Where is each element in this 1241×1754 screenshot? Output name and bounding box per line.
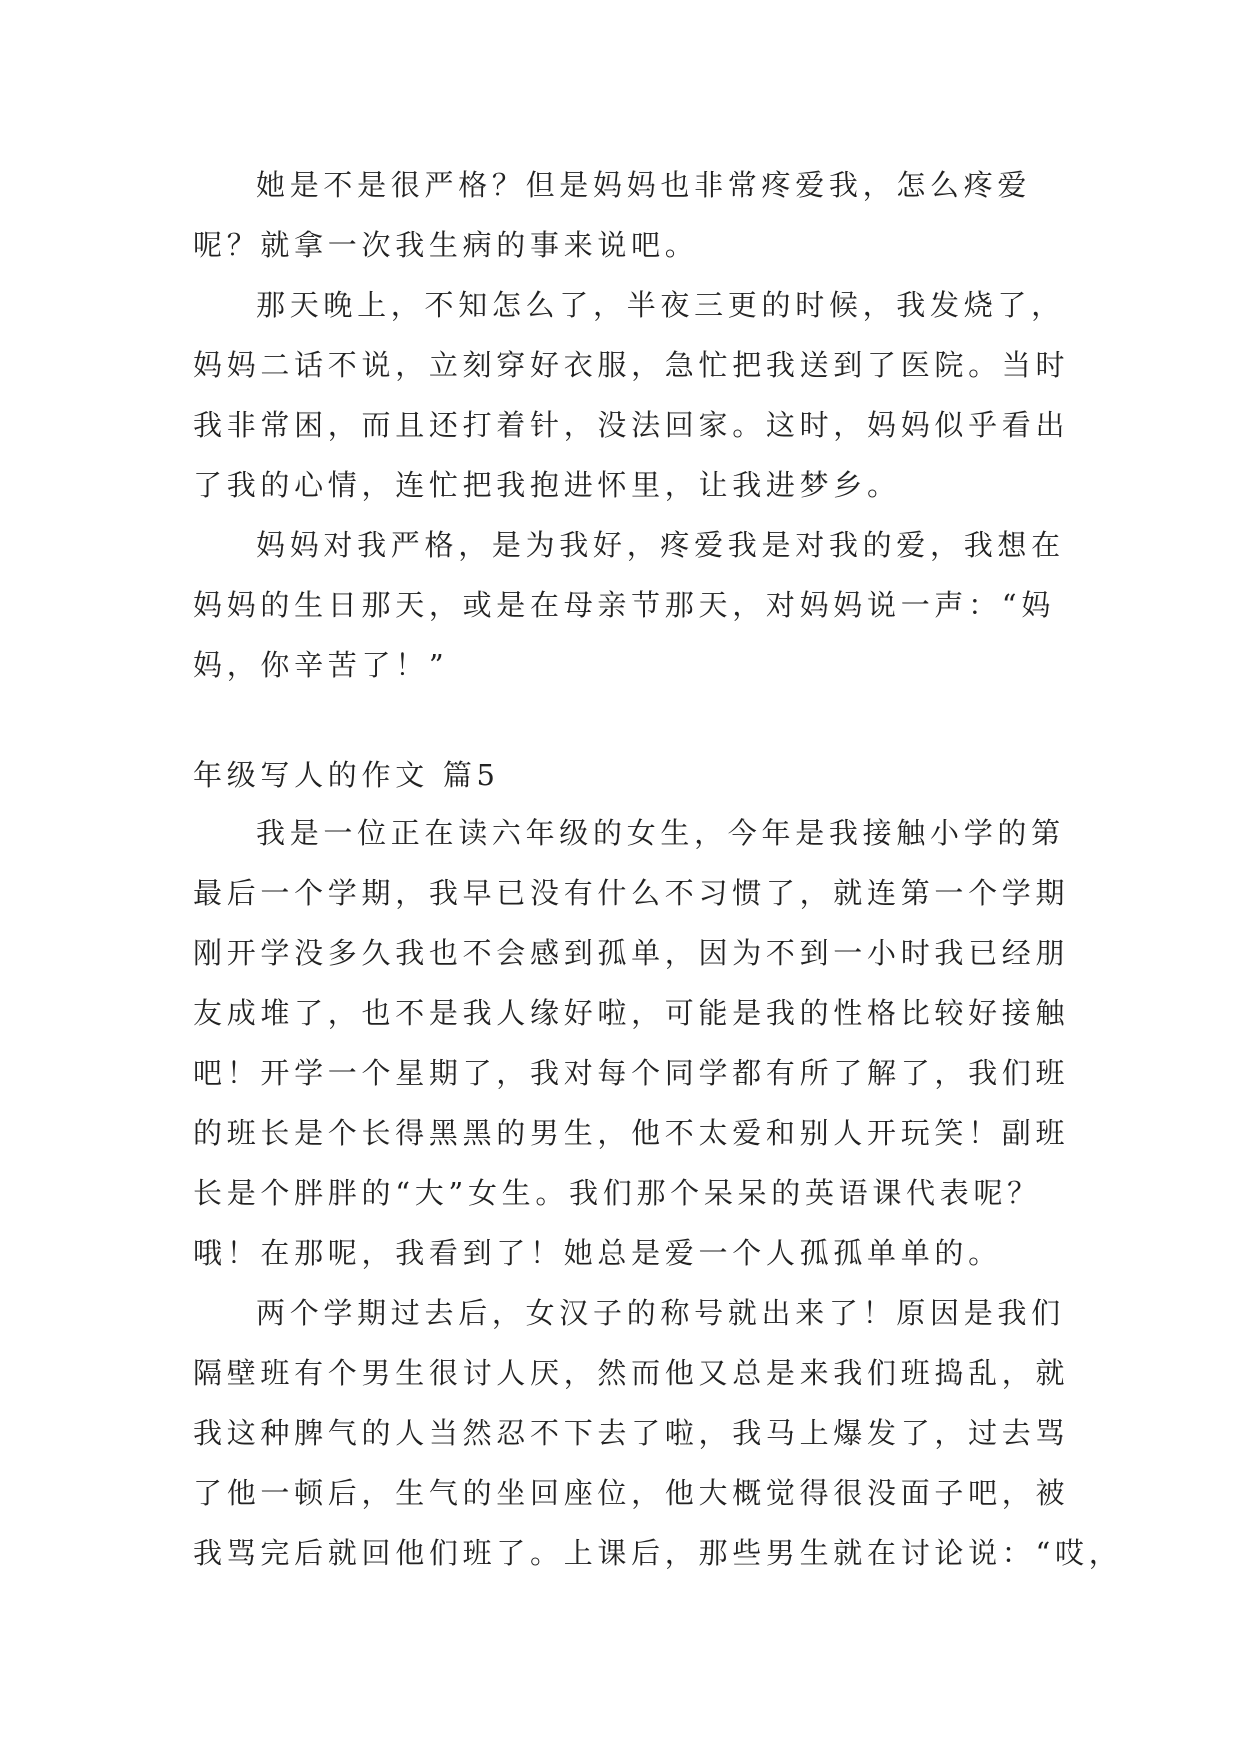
paragraph-line: 的班长是个长得黑黑的男生，他不太爱和别人开玩笑！副班 xyxy=(193,1116,1070,1150)
paragraph-line: 我非常困，而且还打着针，没法回家。这时，妈妈似乎看出 xyxy=(193,408,1070,442)
paragraph-line: 最后一个学期，我早已没有什么不习惯了，就连第一个学期 xyxy=(193,876,1070,910)
paragraph-line: 长是个胖胖的“大”女生。我们那个呆呆的英语课代表呢？ xyxy=(193,1176,1041,1210)
paragraph-line: 友成堆了，也不是我人缘好啦，可能是我的性格比较好接触 xyxy=(193,996,1070,1030)
paragraph-line: 妈妈对我严格，是为我好，疼爱我是对我的爱，我想在 xyxy=(256,528,1065,562)
paragraph-line: 隔壁班有个男生很讨人厌，然而他又总是来我们班捣乱，就 xyxy=(193,1356,1070,1390)
paragraph-line: 妈妈的生日那天，或是在母亲节那天，对妈妈说一声：“妈 xyxy=(193,588,1056,622)
paragraph-line: 两个学期过去后，女汉子的称号就出来了！原因是我们 xyxy=(256,1296,1065,1330)
paragraph-line: 那天晚上，不知怎么了，半夜三更的时候，我发烧了， xyxy=(256,288,1065,322)
paragraph-line: 我是一位正在读六年级的女生，今年是我接触小学的第 xyxy=(256,816,1065,850)
paragraph-line: 了他一顿后，生气的坐回座位，他大概觉得很没面子吧，被 xyxy=(193,1476,1070,1510)
paragraph-line: 了我的心情，连忙把我抱进怀里，让我进梦乡。 xyxy=(193,468,901,502)
paragraph-line: 我这种脾气的人当然忍不下去了啦，我马上爆发了，过去骂 xyxy=(193,1416,1070,1450)
paragraph-line: 刚开学没多久我也不会感到孤单，因为不到一小时我已经朋 xyxy=(193,936,1070,970)
paragraph-line: 我骂完后就回他们班了。上课后，那些男生就在讨论说：“哎， xyxy=(193,1536,1123,1570)
paragraph-line: 吧！开学一个星期了，我对每个同学都有所了解了，我们班 xyxy=(193,1056,1070,1090)
paragraph-line: 她是不是很严格？但是妈妈也非常疼爱我，怎么疼爱 xyxy=(256,168,1032,202)
paragraph-line: 妈，你辛苦了！” xyxy=(193,648,449,682)
section-heading: 年级写人的作文 篇5 xyxy=(193,758,500,792)
paragraph-line: 哦！在那呢，我看到了！她总是爱一个人孤孤单单的。 xyxy=(193,1236,1002,1270)
paragraph-line: 妈妈二话不说，立刻穿好衣服，急忙把我送到了医院。当时 xyxy=(193,348,1070,382)
paragraph-line: 呢？就拿一次我生病的事来说吧。 xyxy=(193,228,699,262)
